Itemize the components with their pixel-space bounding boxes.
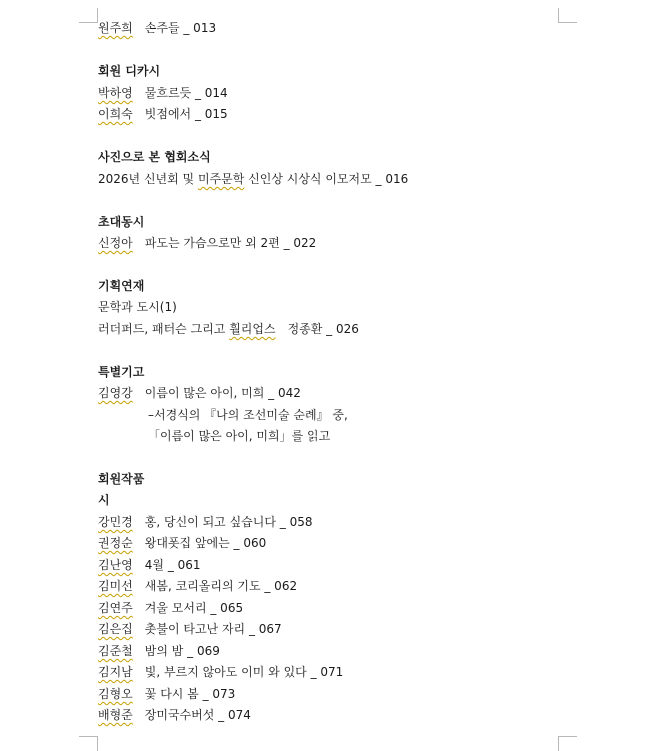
author-name: 원주희	[98, 21, 133, 35]
entry-text: 신인상 시상식 이모저모 _ 016	[244, 172, 409, 186]
author-name: 권정순	[98, 536, 133, 550]
entry-text: –서경식의 『나의 조선미술 순례』 중,	[148, 408, 348, 422]
toc-entry	[98, 514, 313, 530]
author-name: 김연주	[98, 601, 133, 615]
entry-text: 정종환 _ 026	[275, 322, 359, 336]
section-heading: 회원작품	[98, 472, 145, 486]
margin-corner-mark	[558, 8, 577, 23]
author-name: 김준철	[98, 644, 133, 658]
entry-text: 새봄, 코리올리의 기도 _ 062	[132, 579, 298, 593]
entry-text: 빗점에서 _ 015	[132, 107, 228, 121]
entry-text: 파도는 가슴으로만 외 2편 _ 022	[132, 236, 317, 250]
entry-text: 촛불이 타고난 자리 _ 067	[132, 622, 282, 636]
toc-entry	[98, 664, 343, 680]
toc-entry	[98, 557, 201, 573]
author-name: 훨리업스	[229, 322, 276, 336]
toc-entry	[98, 578, 297, 594]
section-heading: 회원 디카시	[98, 64, 161, 78]
toc-subline	[148, 428, 330, 444]
toc-entry	[98, 535, 266, 551]
author-name: 박하영	[98, 86, 133, 100]
entry-text: 문학과 도시(1)	[98, 300, 177, 314]
toc-entry	[98, 707, 251, 723]
author-name: 김영강	[98, 386, 133, 400]
entry-text: 이름이 많은 아이, 미희 _ 042	[132, 386, 301, 400]
entry-text: 장미국수버섯 _ 074	[132, 708, 251, 722]
section-heading: 초대동시	[98, 215, 145, 229]
author-name: 김지남	[98, 665, 133, 679]
entry-text: 물흐르듯 _ 014	[132, 86, 228, 100]
author-name: 강민경	[98, 515, 133, 529]
toc-entry	[98, 686, 235, 702]
toc-entry	[98, 600, 243, 616]
author-name: 이희숙	[98, 107, 133, 121]
entry-text: 밤의 밤 _ 069	[132, 644, 220, 658]
toc-entry	[98, 106, 228, 122]
entry-text: 왕대폿집 앞에는 _ 060	[132, 536, 267, 550]
section-heading: 사진으로 본 협회소식	[98, 150, 211, 164]
author-name: 신정아	[98, 236, 133, 250]
entry-text: 2026년 신년회 및	[98, 172, 198, 186]
toc-entry	[98, 20, 216, 36]
margin-corner-mark	[79, 8, 98, 23]
author-name: 미주문학	[197, 172, 245, 186]
entry-text: 「이름이 많은 아이, 미희」를 읽고	[148, 429, 331, 443]
toc-entry	[98, 621, 282, 637]
author-name: 배형준	[98, 708, 133, 722]
section-heading: 시	[98, 493, 110, 507]
toc-entry	[98, 385, 301, 401]
toc-entry	[98, 299, 177, 315]
entry-text: 손주들 _ 013	[132, 21, 217, 35]
toc-entry	[98, 171, 408, 187]
entry-text: 꽃 다시 봄 _ 073	[132, 687, 236, 701]
toc-entry	[98, 235, 316, 251]
entry-text: 홍, 당신이 되고 싶습니다 _ 058	[132, 515, 313, 529]
author-name: 김난영	[98, 558, 133, 572]
entry-text: 러더퍼드, 패터슨 그리고	[98, 322, 230, 336]
toc-entry	[98, 321, 359, 337]
entry-text: 겨울 모서리 _ 065	[132, 601, 244, 615]
author-name: 김미선	[98, 579, 133, 593]
entry-text: 4월 _ 061	[132, 558, 201, 572]
entry-text: 빛, 부르지 않아도 이미 와 있다 _ 071	[132, 665, 344, 679]
author-name: 김은집	[98, 622, 133, 636]
toc-subline	[148, 407, 348, 423]
author-name: 김형오	[98, 687, 133, 701]
section-heading: 기획연재	[98, 279, 145, 293]
section-heading: 특별기고	[98, 365, 145, 379]
toc-entry	[98, 643, 220, 659]
toc-entry	[98, 85, 228, 101]
